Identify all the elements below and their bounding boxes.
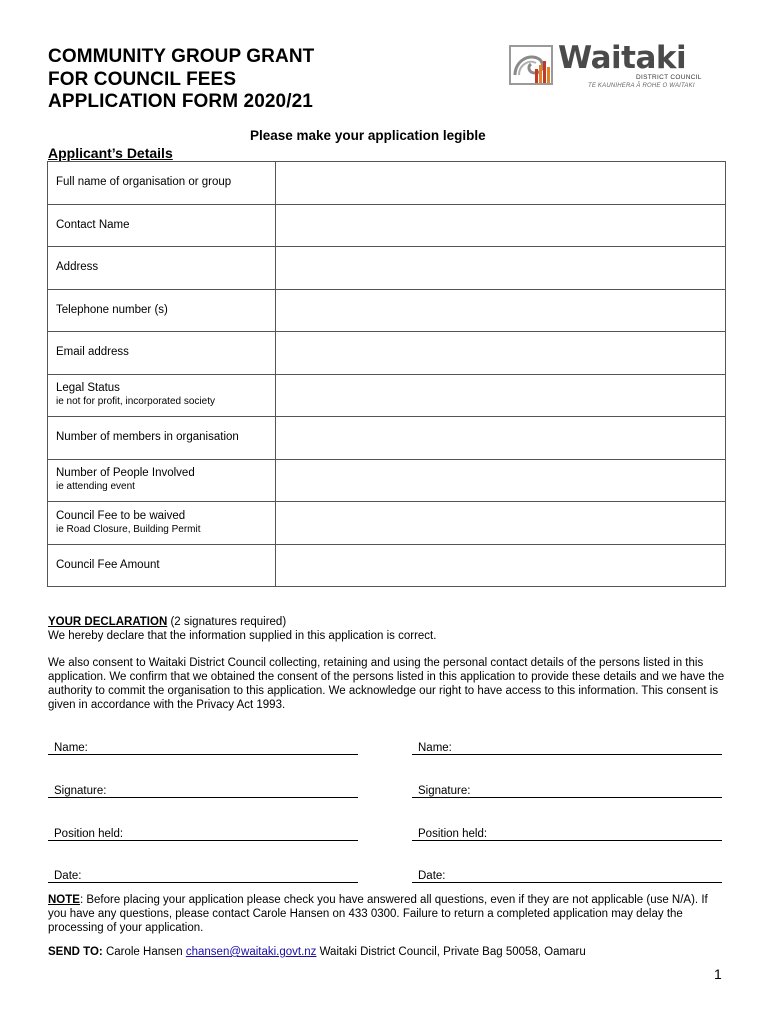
note-text: : Before placing your application please check you have answered all questions, even if they are not applicable (use N/A). If you have any questions, please contact Carole Hansen on 433 0300. Failure to return a completed application may delay the processing of your application. xyxy=(48,894,708,934)
legibility-notice: Please make your application legible xyxy=(250,128,486,143)
field-input-cell[interactable] xyxy=(276,417,726,460)
section-title: Applicant’s Details xyxy=(48,145,173,161)
field-label-cell xyxy=(48,374,276,417)
title-line-1: COMMUNITY GROUP GRANT xyxy=(48,46,315,67)
date-field-1[interactable]: Date: xyxy=(48,869,358,883)
field-label-cell xyxy=(48,417,276,460)
field-label: Number of People Involved xyxy=(56,467,195,480)
logo-subtitle: DISTRICT COUNCIL xyxy=(636,74,702,81)
consent-paragraph: We also consent to Waitaki District Council collecting, retaining and using the personal contact details of the persons listed in this application. We confirm that we obtained the consent of the persons listed in this application to provide these details and we have the authority to commit the organisation to this application. We acknowledge our right to have access to this information. This consent is given in accordance with the Privacy Act 1993. xyxy=(48,657,725,711)
send-to-label: SEND TO: xyxy=(48,946,103,958)
details-row xyxy=(48,247,726,290)
date-field-2[interactable]: Date: xyxy=(412,869,722,883)
details-row xyxy=(48,374,726,417)
details-row xyxy=(48,502,726,545)
name-field-2[interactable]: Name: xyxy=(412,741,722,755)
waitaki-logo-icon xyxy=(509,45,553,85)
position-field-1[interactable]: Position held: xyxy=(48,827,358,841)
email-link[interactable]: chansen@waitaki.govt.nz xyxy=(185,946,317,958)
field-label-cell xyxy=(48,204,276,247)
field-label-cell xyxy=(48,544,276,587)
field-input-cell[interactable] xyxy=(276,289,726,332)
field-label: Number of members in organisation xyxy=(56,431,239,444)
details-row xyxy=(48,289,726,332)
details-row xyxy=(48,459,726,502)
field-hint: ie attending event xyxy=(56,481,135,493)
field-label: Telephone number (s) xyxy=(56,303,168,316)
title-line-2: FOR COUNCIL FEES xyxy=(48,68,237,90)
field-label: Address xyxy=(56,261,99,274)
signature-field-1[interactable]: Signature: xyxy=(48,784,358,798)
field-label: Email address xyxy=(56,346,129,359)
details-row xyxy=(48,332,726,375)
details-row xyxy=(48,417,726,460)
field-label-cell xyxy=(48,247,276,290)
position-field-2[interactable]: Position held: xyxy=(412,827,722,841)
field-label-cell xyxy=(48,332,276,375)
declaration-heading: YOUR DECLARATION xyxy=(48,616,168,628)
field-input-cell[interactable] xyxy=(276,204,726,247)
name-field-1[interactable]: Name: xyxy=(48,741,358,755)
declaration-line: We hereby declare that the information supplied in this application is correct. xyxy=(48,630,437,642)
form-title xyxy=(48,46,314,114)
field-input-cell[interactable] xyxy=(276,544,726,587)
field-input-cell[interactable] xyxy=(276,374,726,417)
note xyxy=(48,893,728,935)
field-hint: ie Road Closure, Building Permit xyxy=(56,523,201,535)
details-row xyxy=(48,162,726,205)
field-input-cell[interactable] xyxy=(276,459,726,502)
field-input-cell[interactable] xyxy=(276,247,726,290)
details-row xyxy=(48,204,726,247)
field-label-cell xyxy=(48,162,276,205)
send-to-address: Waitaki District Council, Private Bag 50058, Oamaru xyxy=(316,946,586,958)
field-label: Legal Status xyxy=(56,382,120,395)
field-label-cell xyxy=(48,502,276,545)
logo-tagline: TE KAUNIHERA Ā ROHE O WAITAKI xyxy=(588,83,695,89)
declaration xyxy=(48,615,728,712)
page-number: 1 xyxy=(714,966,722,982)
send-to xyxy=(48,946,586,958)
field-hint: ie not for profit, incorporated society xyxy=(56,396,215,408)
field-label-cell xyxy=(48,289,276,332)
signature-field-2[interactable]: Signature: xyxy=(412,784,722,798)
field-input-cell[interactable] xyxy=(276,502,726,545)
note-label: NOTE xyxy=(48,894,80,906)
field-label: Council Fee to be waived xyxy=(56,509,186,522)
field-input-cell[interactable] xyxy=(276,162,726,205)
details-row xyxy=(48,544,726,587)
field-label: Council Fee Amount xyxy=(56,558,160,571)
field-input-cell[interactable] xyxy=(276,332,726,375)
send-to-name: Carole Hansen xyxy=(102,946,186,958)
title-line-3: APPLICATION FORM 2020/21 xyxy=(48,91,313,112)
logo-wordmark: Waitaki xyxy=(558,40,687,76)
field-label: Contact Name xyxy=(56,218,130,231)
applicant-details-table xyxy=(47,161,726,587)
field-label-cell xyxy=(48,459,276,502)
declaration-heading-note: (2 signatures required) xyxy=(167,616,287,628)
field-label: Full name of organisation or group xyxy=(56,176,232,189)
